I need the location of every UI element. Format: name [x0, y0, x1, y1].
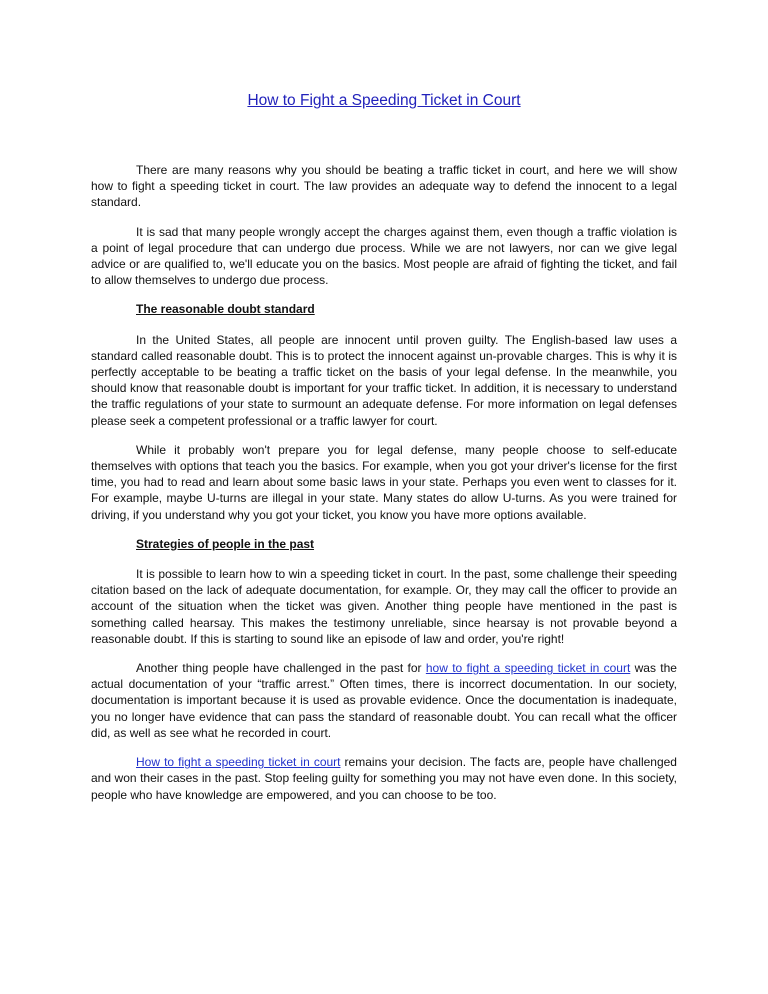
paragraph: There are many reasons why you should be beating a traffic ticket in court, and here we will show how to fight a speeding ticket in court. The law provides an adequate way to defend the innocent to a legal standard.: [91, 163, 677, 210]
title-link[interactable]: How to Fight a Speeding Ticket in Court: [247, 92, 521, 109]
paragraph: [91, 660, 677, 741]
paragraph: While it probably won't prepare you for legal defense, many people choose to self-educate themselves with options that teach you the basics. For example, when you got your driver's license for the first time, you had to read and learn about some basic laws in your state. Perhaps you even went to classes for it. For example, maybe U-turns are illegal in your state. Many states do allow U-turns. As you were trained for driving, if you understand why you got your ticket, you know you have more options available.: [91, 442, 677, 522]
text: remains your decision. The facts are, people have challenged and won their cases in the past. Stop feeling guilty for something you may not have even done. In this society, people who have knowledge are empowered, and you can choose to be too.: [91, 755, 677, 802]
inline-link[interactable]: How to fight a speeding ticket in court: [136, 755, 341, 770]
document-title: [91, 92, 677, 110]
section-heading: Strategies of people in the past: [136, 536, 315, 551]
text: was the actual documentation of your “traffic arrest.” Often times, there is incorrect documentation. In our society, documentation is important because it is used as provable evidence. Once the documentation is inadequate, you no longer have evidence that can pass the standard of reasonable doubt. You can recall what the officer did, as well as see what he recorded in court.: [91, 661, 677, 740]
paragraph: [91, 754, 677, 803]
document-page: [91, 92, 677, 816]
inline-link[interactable]: how to fight a speeding ticket in court: [425, 661, 631, 676]
text: Another thing people have challenged in the past for: [136, 661, 426, 676]
paragraph: It is possible to learn how to win a speeding ticket in court. In the past, some challenge their speeding citation based on the lack of adequate documentation, for example. Or, they may call the officer to provide an account of the situation when the ticket was given. Another thing people have mentioned in the past is something called hearsay. This makes the testimony unreliable, since hearsay is not provable beyond a reasonable doubt. If this is starting to sound like an episode of law and order, you're right!: [91, 567, 677, 646]
paragraph: It is sad that many people wrongly accept the charges against them, even though a traffic violation is a point of legal procedure that can undergo due process. While we are not lawyers, nor can we give legal advice or are qualified to, we'll educate you on the basics. Most people are afraid of fighting the ticket, and fail to allow themselves to undergo due process.: [91, 224, 677, 288]
paragraph: In the United States, all people are innocent until proven guilty. The English-based law uses a standard called reasonable doubt. This is to protect the innocent against un-provable charges. This is why it is perfectly acceptable to be beating a traffic ticket on the basis of your legal defense. In the meanwhile, you should know that reasonable doubt is important for your traffic ticket. In addition, it is necessary to understand the traffic regulations of your state to surmount an adequate defense. For more information on legal defenses please seek a competent professional or a traffic lawyer for court.: [91, 332, 677, 428]
section-heading: The reasonable doubt standard: [136, 302, 315, 317]
